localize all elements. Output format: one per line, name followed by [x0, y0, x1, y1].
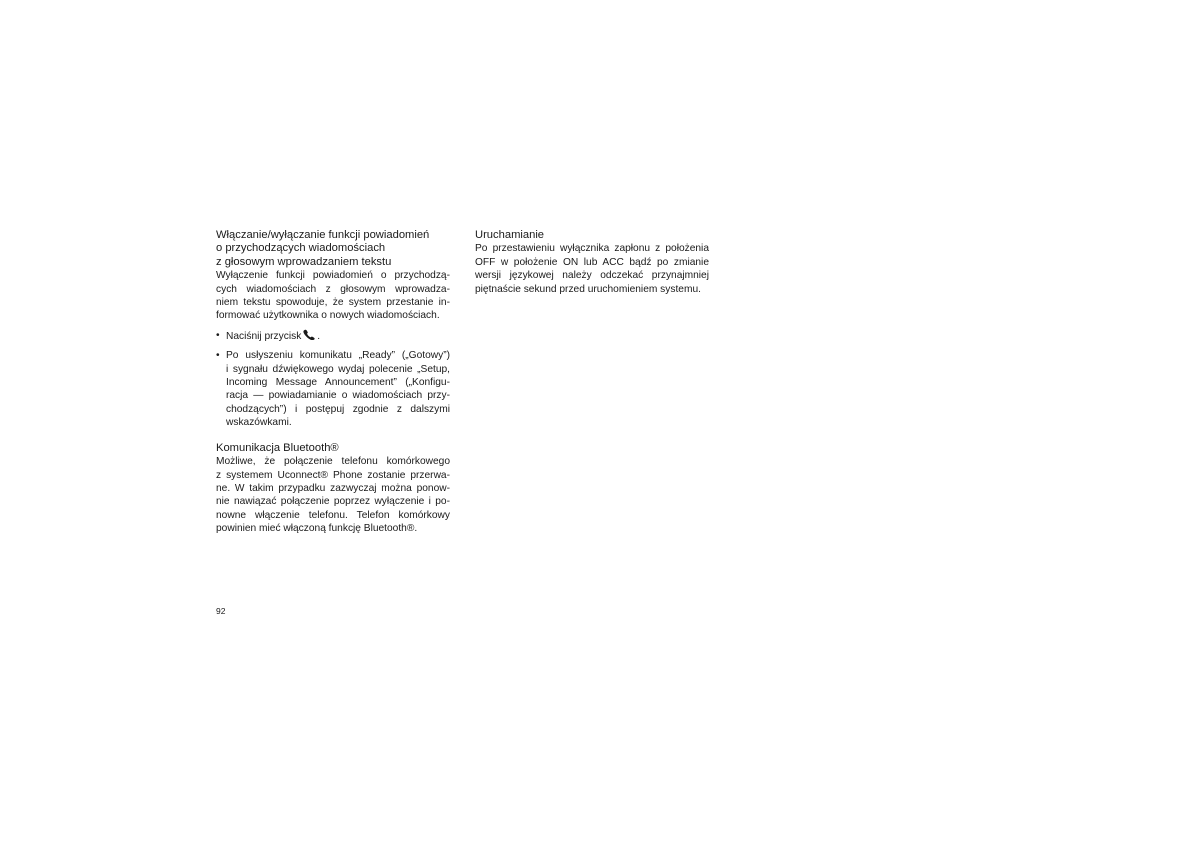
bullet-line: Po usłyszeniu komunikatu „Ready” („Gotowy”)	[226, 350, 450, 362]
paragraph-line: Po przestawieniu wyłącznika zapłonu z położenia	[475, 243, 709, 255]
right-column	[475, 229, 709, 296]
heading-line: Włączanie/wyłączanie funkcji powiadomień	[216, 229, 430, 241]
paragraph-line: nowne włączenie telefonu. Telefon komórkowy	[216, 509, 450, 521]
bullet-dot: •	[216, 350, 220, 362]
bullet-line: racja — powiadamianie o wiadomościach przy-	[226, 390, 450, 402]
startup-paragraph	[475, 242, 709, 296]
left-column	[216, 229, 450, 536]
bullet-dot: •	[216, 329, 220, 341]
list-item	[216, 329, 450, 344]
bullet-line: wskazówkami.	[226, 417, 292, 429]
paragraph-line: niem tekstu spowoduje, że system przestanie in-	[216, 297, 450, 309]
page-number: 92	[216, 606, 226, 616]
heading-line: Komunikacja Bluetooth®	[216, 441, 339, 454]
bullet-text-end: .	[317, 330, 321, 342]
bullet-line: i sygnału dźwiękowego wydaj polecenie „Setup,	[226, 363, 450, 375]
instruction-list	[216, 329, 450, 430]
paragraph-line: OFF w położenie ON lub ACC bądź po zmianie	[475, 256, 709, 268]
heading-line: o przychodzących wiadomościach	[216, 242, 386, 255]
paragraph-line: piętnaście sekund przed uruchomieniem systemu.	[475, 283, 701, 295]
paragraph-line: nie nawiązać połączenie poprzez wyłączenie i po-	[216, 496, 450, 508]
paragraph-line: Możliwe, że połączenie telefonu komórkowego	[216, 456, 450, 468]
section-heading-bluetooth	[216, 442, 450, 455]
bluetooth-paragraph	[216, 455, 450, 535]
paragraph-line: wersji językowej należy odczekać przynajmniej	[475, 270, 709, 282]
section-heading-startup	[475, 229, 709, 242]
heading-line: z głosowym wprowadzaniem tekstu	[216, 255, 392, 268]
phone-icon	[303, 329, 317, 344]
heading-line: Uruchamianie	[475, 229, 545, 241]
paragraph-line: ne. W takim przypadku zazwyczaj można ponow-	[216, 482, 450, 494]
notifications-paragraph	[216, 269, 450, 323]
list-item	[216, 349, 450, 429]
paragraph-line: formować użytkownika o nowych wiadomościach.	[216, 310, 440, 322]
bullet-line: chodzących”) i postępuj zgodnie z dalszymi	[226, 403, 450, 415]
section-spacer	[216, 435, 450, 442]
paragraph-line: z systemem Uconnect® Phone zostanie przerwa-	[216, 469, 450, 481]
bullet-line: Incoming Message Announcement” („Konfigu-	[226, 377, 450, 389]
paragraph-line: powinien mieć włączoną funkcję Bluetooth®.	[216, 523, 418, 535]
paragraph-line: Wyłączenie funkcji powiadomień o przychodzą-	[216, 270, 450, 282]
section-heading-notifications	[216, 229, 450, 269]
bullet-text: Naciśnij przycisk	[226, 330, 302, 342]
paragraph-line: cych wiadomościach z głosowym wprowadza-	[216, 283, 450, 295]
